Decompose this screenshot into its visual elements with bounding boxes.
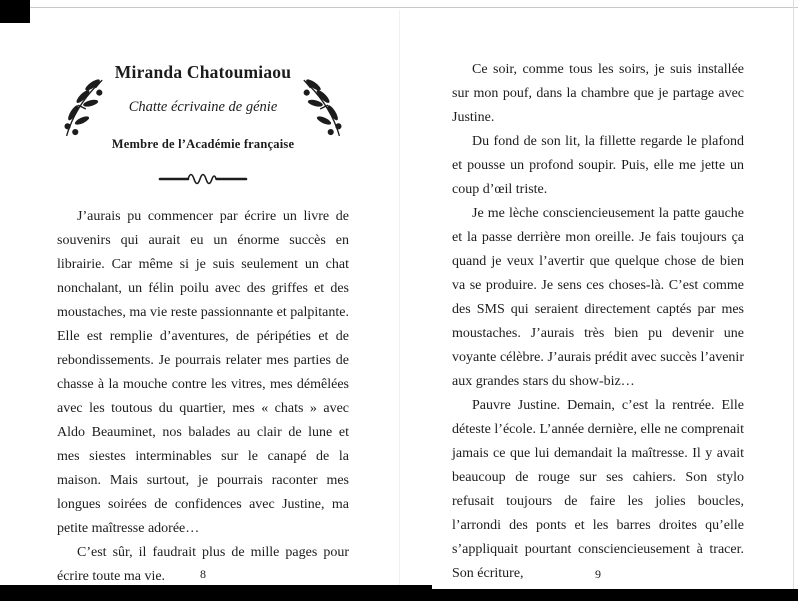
olive-branch-right-icon: [299, 76, 349, 140]
paragraph: Ce soir, comme tous les soirs, je suis installée sur mon pouf, dans la chambre que je partage avec Justine.: [452, 62, 744, 125]
squiggle-divider-icon: [57, 171, 349, 196]
paragraph: C’est sûr, il faudrait plus de mille pages pour écrire toute ma vie.: [57, 545, 349, 584]
chapter-affiliation: Membre de l’Académie française: [111, 137, 295, 151]
chapter-title: Miranda Chatoumiaou: [114, 62, 292, 82]
chapter-header-text: [111, 60, 295, 156]
chapter-header: [57, 60, 349, 196]
paragraph: J’aurais pu commencer par écrire un livre de souvenirs qui aurait eu un énorme succès en librairie. Car même si je suis seulement un chat nonchalant, un félin poilu avec des griffes et des moustaches, ma vie reste passionnante et palpitante. Elle est remplie d’aventures, de péripéties et de rebondissements. Je pourrais relater mes parties de chasse à la mouche contre les vitres, mes démêlées avec les toutous du quartier, mes « chats » avec Aldo Beauminet, nos balades au clair de lune et mes siestes interminables sur le canapé de la maison. Mais surtout, je pourrais raconter mes longues soirées de confidences avec Justine, ma petite maîtresse adorée…: [57, 209, 349, 536]
paragraph: Pauvre Justine. Demain, c’est la rentrée. Elle déteste l’école. L’année dernière, elle ne comprenait jamais ce que lui demandait la maîtresse. Il y avait beaucoup de rouge sur ses cahiers. Son stylo refusait toujours de faire les jolies boucles, l’arrondi des ponts et les barres droites qu’elle s’appliquait pourtant consciencieusement à tracer. Son écriture,: [452, 398, 744, 581]
chapter-header-row: [57, 60, 349, 156]
top-edge-line: [0, 7, 798, 8]
chapter-subtitle: Chatte écrivaine de génie: [128, 99, 278, 115]
top-left-corner-mark: [0, 0, 30, 23]
page-gutter-line: [399, 10, 400, 585]
olive-branch-left-icon: [57, 76, 107, 140]
paragraph: Du fond de son lit, la fillette regarde le plafond et pousse un profond soupir. Puis, elle me jette un coup d’œil triste.: [452, 134, 744, 197]
paragraph: Je me lèche consciencieusement la patte gauche et la passe derrière mon oreille. Je fais toujours ça quand je veux l’avertir que quelque chose de bien va se produire. Je sens ces choses-là. C’est comme des SMS qui seraient directement captés par mes moustaches. J’aurais très bien pu devenir une voyante célèbre. J’aurais prédit avec succès l’avenir aux grandes stars du show-biz…: [452, 206, 744, 389]
page-number-left: 8: [200, 567, 206, 581]
right-page: [452, 58, 744, 586]
left-page: [57, 60, 349, 589]
right-edge-line: [793, 0, 794, 601]
page-number-right: 9: [595, 567, 601, 581]
